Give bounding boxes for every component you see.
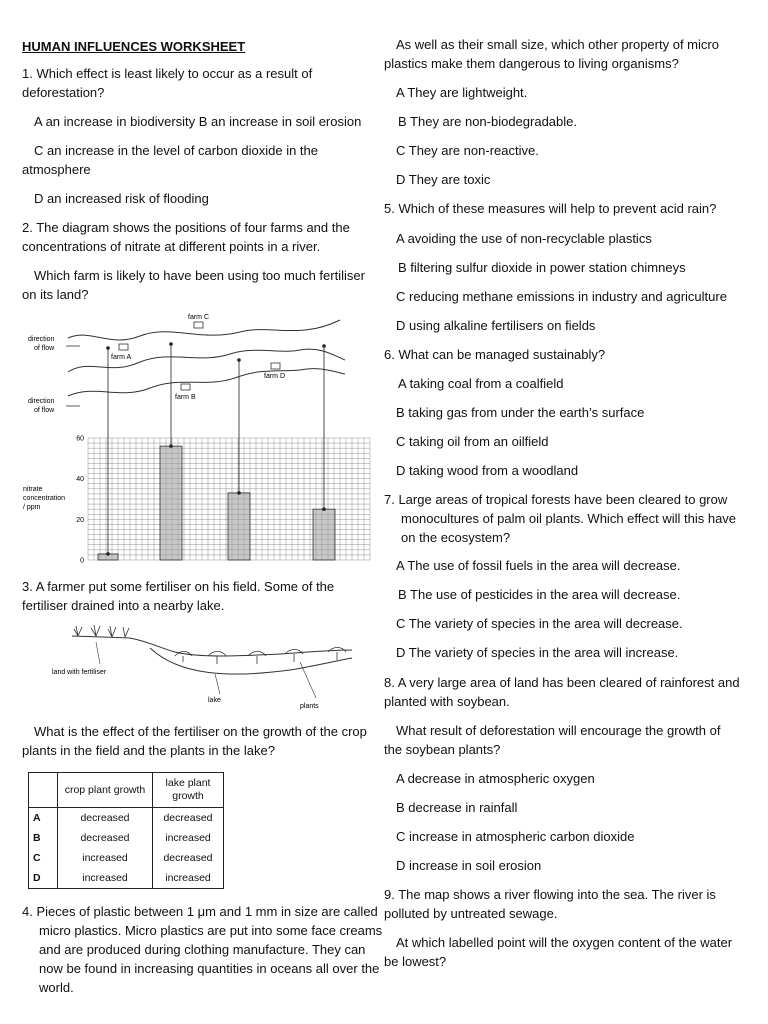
row-crop: increased	[58, 848, 153, 868]
farm-b-label: farm B	[175, 394, 196, 401]
river-bank-bottom	[68, 369, 345, 396]
question-2-sub: Which farm is likely to have been using too much fertiliser on its land?	[22, 268, 365, 302]
question-3-sub: What is the effect of the fertiliser on the growth of the crop plants in the field and the plants in the lake?	[22, 724, 367, 758]
farm-c-marker	[194, 322, 203, 328]
row-lake: decreased	[163, 812, 213, 824]
q5-option-c: C reducing methane emissions in industry and agriculture	[396, 289, 727, 304]
farm-b-marker	[181, 384, 190, 390]
lake-diagram	[0, 620, 384, 712]
row-lake: increased	[165, 832, 211, 844]
nitrate-chart-bars	[98, 342, 335, 560]
q6-option-c: C taking oil from an oilfield	[396, 434, 549, 449]
bar-top-dot	[322, 507, 326, 511]
lake-pointer	[215, 674, 220, 694]
crop-plants-icon	[74, 625, 129, 637]
river-bank-top	[68, 320, 340, 340]
sample-point-dot	[322, 344, 326, 348]
plants-pointer	[300, 662, 316, 698]
table-row	[29, 808, 224, 829]
y-tick-label: 0	[80, 557, 84, 565]
farm-d-label: farm D	[264, 373, 285, 380]
farm-a-label: farm A	[111, 354, 132, 361]
row-lake: increased	[165, 872, 211, 884]
q7-option-c: C The variety of species in the area will decrease.	[396, 616, 683, 631]
direction-label-bottom: direction	[28, 398, 55, 405]
q4-option-d: D They are toxic	[396, 172, 491, 187]
q8-option-d: D increase in soil erosion	[396, 858, 542, 873]
land-pointer	[96, 642, 100, 664]
q8-option-a: A decrease in atmospheric oxygen	[396, 771, 595, 786]
nitrate-chart-ticks	[76, 436, 84, 565]
of-flow-label-bottom: of flow	[34, 407, 55, 414]
row-letter: B	[29, 828, 58, 848]
q4-option-c: C They are non-reactive.	[396, 143, 539, 158]
question-5: 5. Which of these measures will help to prevent acid rain?	[384, 201, 717, 216]
q3-answer-table	[28, 772, 224, 889]
y-tick-label: 20	[76, 516, 84, 524]
question-7: 7. Large areas of tropical forests have been cleared to grow monocultures of palm oil plants. Which effect will this have on the ecosystem?	[384, 492, 737, 545]
y-tick-label: 60	[76, 435, 84, 443]
q7-option-a: A The use of fossil fuels in the area will decrease.	[396, 558, 681, 573]
question-9: 9. The map shows a river flowing into the sea. The river is polluted by untreated sewage.	[384, 887, 716, 921]
q6-option-b: B taking gas from under the earth’s surface	[396, 405, 645, 420]
question-2: 2. The diagram shows the positions of four farms and the concentrations of nitrate at different points in a river.	[22, 220, 350, 254]
q7-option-d: D The variety of species in the area will increase.	[396, 645, 679, 660]
row-crop: decreased	[58, 828, 153, 848]
plants-label: plants	[300, 703, 319, 710]
q4-option-b: B They are non-biodegradable.	[398, 114, 577, 129]
nitrate-bar	[228, 493, 250, 560]
worksheet-title: HUMAN INFLUENCES WORKSHEET	[22, 39, 246, 54]
q8-option-b: B decrease in rainfall	[396, 800, 518, 815]
row-letter: D	[29, 868, 58, 889]
q7-option-b: B The use of pesticides in the area will decrease.	[398, 587, 681, 602]
nitrate-bar	[313, 509, 335, 560]
row-crop: decreased	[58, 808, 153, 829]
farm-d-marker	[271, 363, 280, 369]
sample-point-dot	[237, 358, 241, 362]
sample-point-dot	[169, 342, 173, 346]
q5-option-d: D using alkaline fertilisers on fields	[396, 318, 596, 333]
table-row	[29, 828, 224, 848]
farm-c-label: farm C	[188, 314, 209, 321]
farm-nitrate-diagram	[0, 310, 384, 568]
table-corner	[29, 773, 58, 808]
q4-option-a: A They are lightweight.	[396, 85, 528, 100]
q1-options-ab: A an increase in biodiversity B an increase in soil erosion	[34, 114, 362, 129]
q1-option-c: C an increase in the level of carbon dioxide in the atmosphere	[22, 143, 319, 177]
ylabel-line-2: concentration	[23, 495, 66, 502]
question-3: 3. A farmer put some fertiliser on his field. Some of the fertiliser drained into a nearby lake.	[22, 579, 335, 613]
question-4: 4. Pieces of plastic between 1 μm and 1 mm in size are called micro plastics. Micro plastics are put into some face creams and are produced during clothing manufacture. They can now be found in increasing quantities in oceans all over the world.	[22, 904, 383, 995]
river-bank-middle	[68, 349, 345, 372]
farm-a-marker	[119, 344, 128, 350]
bar-top-dot	[237, 491, 241, 495]
nitrate-bar	[160, 446, 182, 560]
bar-top-dot	[106, 552, 110, 556]
lake-label: lake	[208, 697, 221, 704]
row-letter: C	[29, 848, 58, 868]
ylabel-line-1: nitrate	[23, 486, 43, 493]
q5-option-b: B filtering sulfur dioxide in power station chimneys	[398, 260, 686, 275]
q5-option-a: A avoiding the use of non-recyclable plastics	[396, 231, 652, 246]
bar-top-dot	[169, 444, 173, 448]
y-tick-label: 40	[76, 476, 84, 484]
table-header-lake: lake plant growth	[153, 773, 224, 808]
question-6: 6. What can be managed sustainably?	[384, 347, 606, 362]
question-9-sub: At which labelled point will the oxygen content of the water be lowest?	[384, 935, 733, 969]
table-header-crop: crop plant growth	[58, 773, 153, 808]
q8-option-c: C increase in atmospheric carbon dioxide	[396, 829, 635, 844]
question-8-sub: What result of deforestation will encourage the growth of the soybean plants?	[384, 723, 721, 757]
sample-point-dot	[106, 346, 110, 350]
question-4-cont: As well as their small size, which other property of micro plastics make them dangerous to living organisms?	[384, 37, 719, 71]
land-label: land with fertiliser	[52, 669, 107, 676]
question-8: 8. A very large area of land has been cleared of rainforest and planted with soybean.	[384, 675, 740, 709]
q6-option-d: D taking wood from a woodland	[396, 463, 579, 478]
table-row	[29, 848, 224, 868]
q1-option-d: D an increased risk of flooding	[34, 191, 209, 206]
table-row	[29, 868, 224, 889]
row-crop: increased	[58, 868, 153, 889]
row-lake: decreased	[163, 852, 213, 864]
row-letter: A	[29, 808, 58, 829]
question-1: 1. Which effect is least likely to occur as a result of deforestation?	[22, 66, 313, 100]
direction-label-top: direction	[28, 336, 55, 343]
ylabel-line-3: / ppm	[23, 504, 41, 511]
of-flow-label-top: of flow	[34, 345, 55, 352]
q6-option-a: A taking coal from a coalfield	[398, 376, 564, 391]
